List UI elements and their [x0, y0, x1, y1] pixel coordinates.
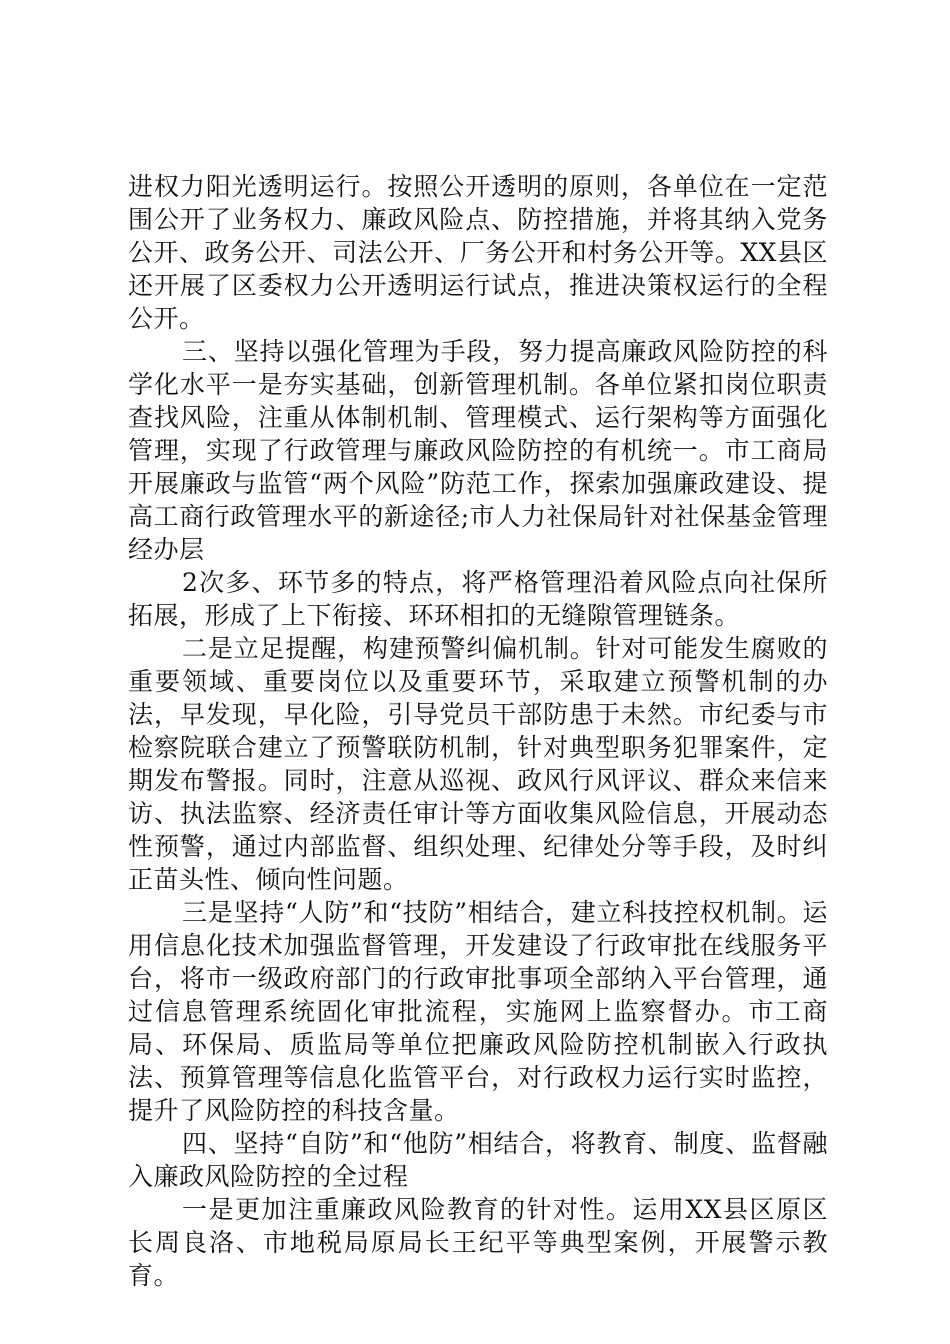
paragraph-1: 进权力阳光透明运行。按照公开透明的原则，各单位在一定范围公开了业务权力、廉政风险点、防控措施，并将其纳入党务公开、政务公开、司法公开、厂务公开和村务公开等。XX县区还开展了区委权力公开透明运行试点，推进决策权运行的全程公开。 — [128, 172, 828, 333]
paragraph-5: 三是坚持“人防”和“技防”相结合，建立科技控权机制。运用信息化技术加强监督管理，开发建设了行政审批在线服务平台，将市一级政府部门的行政审批事项全部纳入平台管理，通过信息管理系统固化审批流程，实施网上监察督办。市工商局、环保局、质监局等单位把廉政风险防控机制嵌入行政执法、预算管理等信息化监管平台，对行政权力运行实时监控，提升了风险防控的科技含量。 — [128, 898, 828, 1125]
document-body — [128, 170, 828, 1292]
paragraph-6: 四、坚持“自防”和“他防”相结合，将教育、制度、监督融入廉政风险防控的全过程 — [128, 1129, 828, 1191]
paragraph-4: 二是立足提醒，构建预警纠偏机制。针对可能发生腐败的重要领域、重要岗位以及重要环节，采取建立预警机制的办法，早发现，早化险，引导党员干部防患于未然。市纪委与市检察院联合建立了预警联防机制，针对典型职务犯罪案件，定期发布警报。同时，注意从巡视、政风行风评议、群众来信来访、执法监察、经济责任审计等方面收集风险信息，开展动态性预警，通过内部监督、组织处理、纪律处分等手段，及时纠正苗头性、倾向性问题。 — [128, 634, 828, 894]
paragraph-2: 三、坚持以强化管理为手段，努力提高廉政风险防控的科学化水平一是夯实基础，创新管理机制。各单位紧扣岗位职责查找风险，注重从体制机制、管理模式、运行架构等方面强化管理，实现了行政管理与廉政风险防控的有机统一。市工商局开展廉政与监管“两个风险”防范工作，探索加强廉政建设、提高工商行政管理水平的新途径;市人力社保局针对社保基金管理经办层 — [128, 337, 828, 564]
paragraph-3: 2次多、环节多的特点，将严格管理沿着风险点向社保所拓展，形成了上下衔接、环环相扣的无缝隙管理链条。 — [128, 568, 828, 630]
paragraph-7: 一是更加注重廉政风险教育的针对性。运用XX县区原区长周良洛、市地税局原局长王纪平等典型案例，开展警示教育。 — [128, 1195, 828, 1290]
